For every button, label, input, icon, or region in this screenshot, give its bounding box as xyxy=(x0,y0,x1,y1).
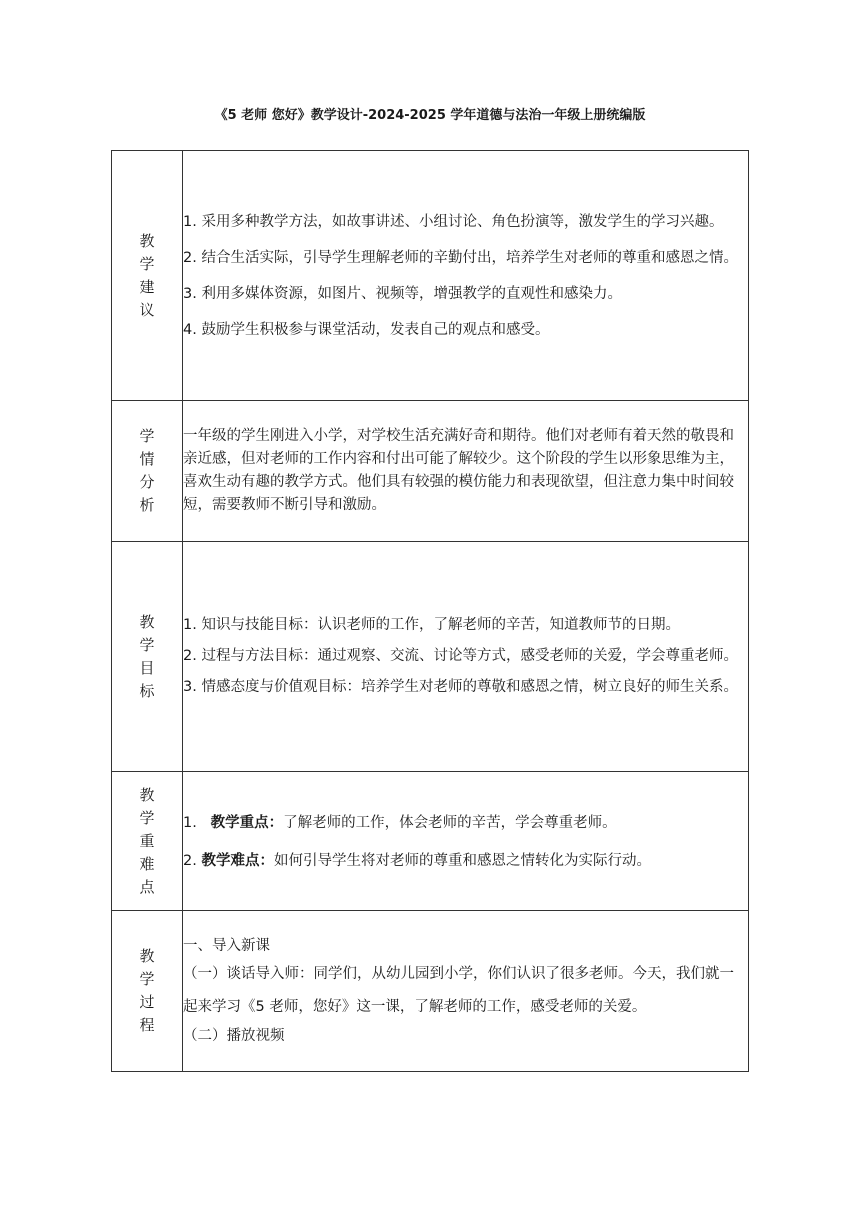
teaching-process-cell xyxy=(183,911,749,1072)
difficult-point-term: 教学难点： xyxy=(201,852,274,869)
row-label-key-difficult-points: 教 学 重 难 点 xyxy=(112,772,183,911)
row-label-teaching-objectives: 教 学 目 标 xyxy=(112,542,183,772)
lesson-plan-table xyxy=(111,150,749,1072)
key-difficult-points-cell xyxy=(183,772,749,911)
table-row xyxy=(112,911,749,1072)
table-row xyxy=(112,151,749,401)
list-item: 3. 利用多媒体资源，如图片、视频等，增强教学的直观性和感染力。 xyxy=(183,285,622,302)
table-row xyxy=(112,401,749,542)
teaching-suggestions-cell xyxy=(183,151,749,401)
key-point: 1. 教学重点：了解老师的工作，体会老师的辛苦，学会尊重老师。 xyxy=(183,814,617,831)
difficult-point: 2. 教学难点：如何引导学生将对老师的尊重和感恩之情转化为实际行动。 xyxy=(183,852,651,869)
analysis-paragraph: 一年级的学生刚进入小学，对学校生活充满好奇和期待。他们对老师有着天然的敬畏和亲近感，但对老师的工作内容和付出可能了解较少。这个阶段的学生以形象思维为主，喜欢生动有趣的教学方式。他们具有较强的模仿能力和表现欲望，但注意力集中时间较短，需要教师不断引导和激励。 xyxy=(183,428,734,513)
document-title: 《5 老师 您好》教学设计-2024-2025 学年道德与法治一年级上册统编版 xyxy=(214,108,646,123)
table-row xyxy=(112,542,749,772)
list-item: 1. 知识与技能目标：认识老师的工作，了解老师的辛苦，知道教师节的日期。 xyxy=(183,617,680,633)
list-item: 4. 鼓励学生积极参与课堂活动，发表自己的观点和感受。 xyxy=(183,321,550,338)
key-point-term: 教学重点： xyxy=(210,814,284,831)
list-item: 2. 结合生活实际，引导学生理解老师的辛勤付出，培养学生对老师的尊重和感恩之情。 xyxy=(183,249,738,266)
section-paragraph: （一）谈话导入师：同学们，从幼儿园到小学，你们认识了很多老师。今天，我们就一起来学习《5 老师，您好》这一课，了解老师的工作，感受老师的关爱。 xyxy=(183,966,734,1015)
row-label-teaching-suggestions: 教 学 建 议 xyxy=(112,151,183,401)
teaching-objectives-cell xyxy=(183,542,749,772)
section-subheading: （二）播放视频 xyxy=(183,1028,285,1044)
row-label-student-analysis: 学 情 分 析 xyxy=(112,401,183,542)
row-label-teaching-process: 教 学 过 程 xyxy=(112,911,183,1072)
list-item: 2. 过程与方法目标：通过观察、交流、讨论等方式，感受老师的关爱，学会尊重老师。 xyxy=(183,648,738,664)
list-item: 3. 情感态度与价值观目标：培养学生对老师的尊敬和感恩之情，树立良好的师生关系。 xyxy=(183,679,738,695)
list-item: 1. 采用多种教学方法，如故事讲述、小组讨论、角色扮演等，激发学生的学习兴趣。 xyxy=(183,213,724,230)
section-heading: 一、导入新课 xyxy=(183,938,270,954)
student-analysis-cell xyxy=(183,401,749,542)
table-row xyxy=(112,772,749,911)
